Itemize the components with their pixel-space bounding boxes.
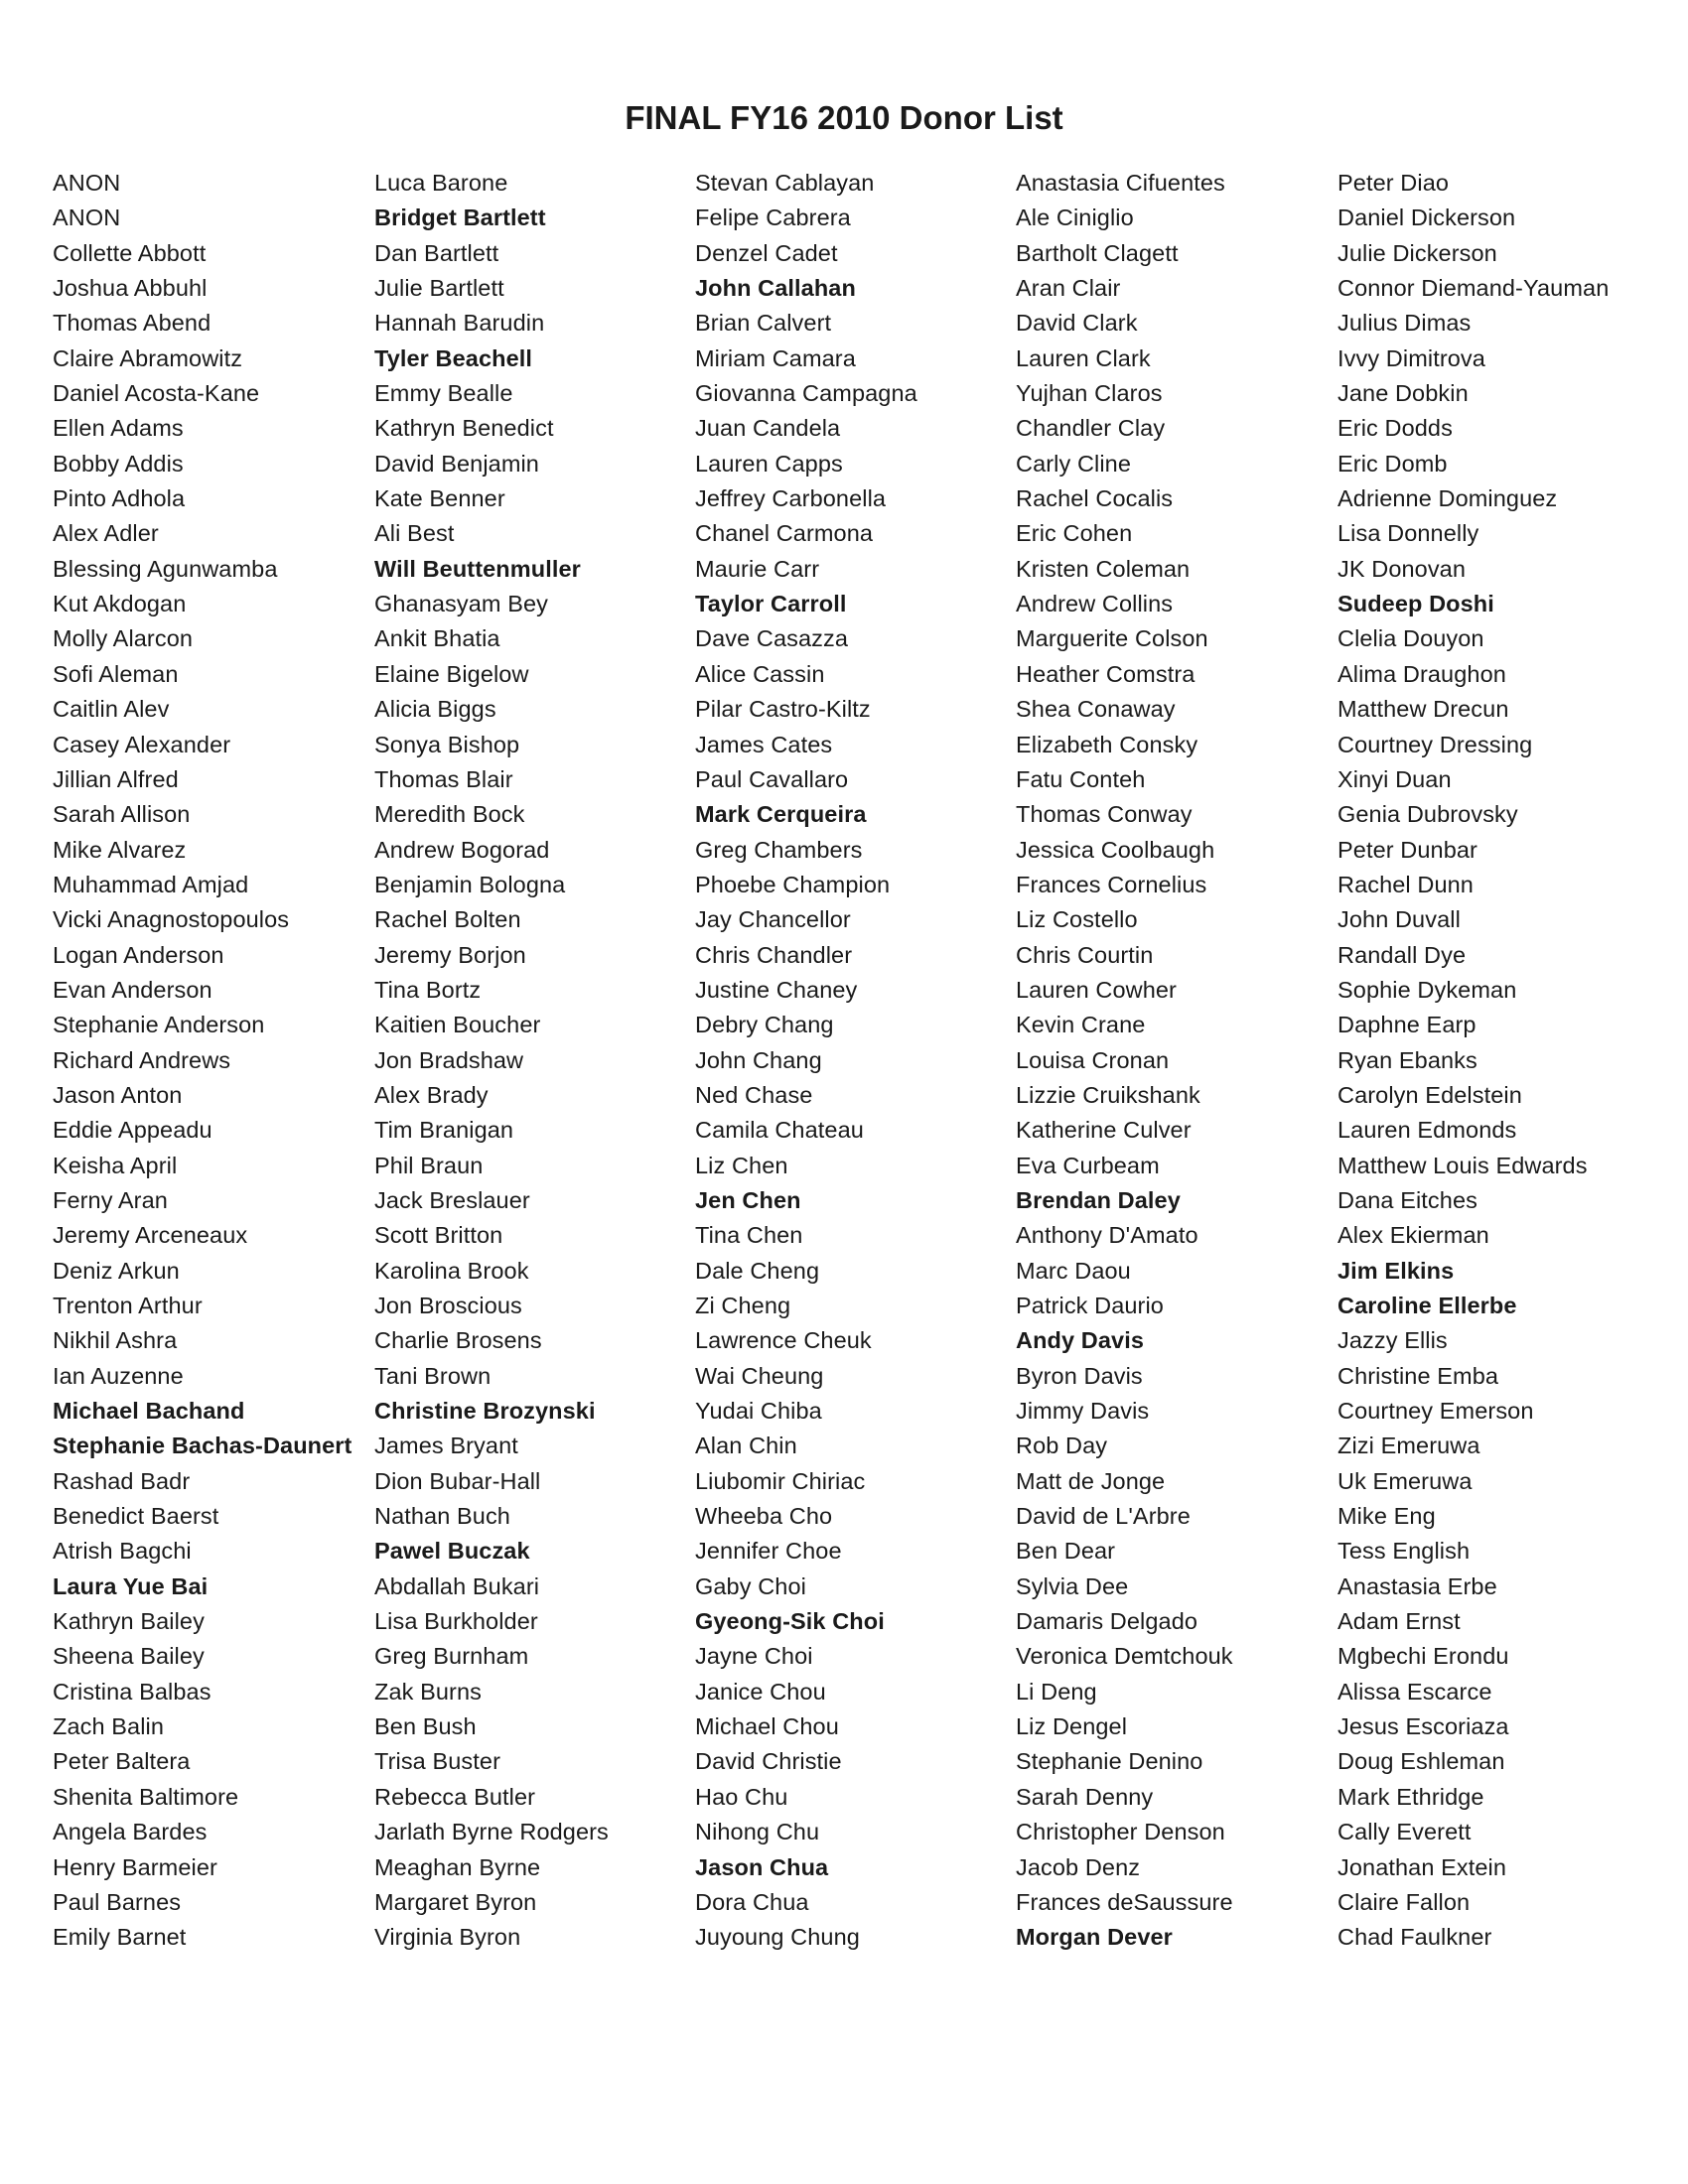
donor-name: Jen Chen (695, 1186, 801, 1213)
donor-name: Hannah Barudin (374, 310, 545, 337)
donor-name: Genia Dubrovsky (1337, 801, 1518, 828)
donor-name: Yudai Chiba (695, 1398, 822, 1425)
donor-name: Tina Bortz (374, 976, 482, 1003)
donor-name: Anastasia Erbe (1337, 1572, 1497, 1599)
donor-name: Miriam Camara (695, 344, 856, 371)
donor-name: Liz Costello (1016, 906, 1138, 933)
donor-name: Thomas Conway (1016, 801, 1193, 828)
donor-name: Benedict Baerst (53, 1503, 219, 1530)
donor-name: Chad Faulkner (1337, 1924, 1492, 1951)
donor-name: Wheeba Cho (695, 1503, 833, 1530)
donor-name: Cally Everett (1337, 1819, 1472, 1845)
donor-name: Daniel Acosta-Kane (53, 380, 260, 407)
donor-name: Jeffrey Carbonella (695, 485, 887, 512)
donor-name: Chanel Carmona (695, 520, 874, 547)
donor-name: Marguerite Colson (1016, 625, 1208, 652)
donor-name: Jon Bradshaw (374, 1046, 524, 1073)
donor-name: Trenton Arthur (53, 1293, 203, 1318)
donor-name: Rob Day (1016, 1433, 1108, 1459)
donor-name: Karolina Brook (374, 1257, 529, 1284)
donor-name: Janice Chou (695, 1678, 826, 1705)
donor-name: Paul Cavallaro (695, 765, 849, 792)
donor-name: Nikhil Ashra (53, 1327, 178, 1354)
donor-name: Fatu Conteh (1016, 765, 1146, 792)
donor-name: Bartholt Clagett (1016, 239, 1179, 266)
donor-name: Anastasia Cifuentes (1016, 170, 1225, 196)
donor-name: Ghanasyam Bey (374, 591, 549, 617)
donor-name: John Chang (695, 1046, 822, 1073)
donor-name: Ferny Aran (53, 1186, 168, 1213)
donor-name: Ian Auzenne (53, 1362, 184, 1389)
donor-name: Connor Diemand-Yauman (1337, 275, 1610, 302)
donor-name: Jacob Denz (1016, 1853, 1141, 1880)
donor-name: Sonya Bishop (374, 731, 520, 757)
donor-name: Chandler Clay (1016, 415, 1166, 442)
donor-name: Mark Ethridge (1337, 1783, 1484, 1810)
donor-name: Cristina Balbas (53, 1678, 211, 1705)
donor-name: Dion Bubar-Hall (374, 1467, 541, 1494)
donor-name: Jeremy Borjon (374, 941, 526, 968)
donor-columns (0, 166, 1688, 1973)
donor-name: Damaris Delgado (1016, 1608, 1198, 1635)
donor-name: Chris Courtin (1016, 941, 1154, 968)
donor-name: Liz Dengel (1016, 1713, 1128, 1740)
donor-name: Dan Bartlett (374, 239, 499, 266)
donor-name: Clelia Douyon (1337, 625, 1484, 652)
donor-name: Tess English (1337, 1538, 1471, 1565)
donor-name: Zi Cheng (695, 1293, 791, 1318)
donor-name: Maurie Carr (695, 555, 820, 582)
donor-name: Juan Candela (695, 415, 841, 442)
donor-name: Greg Burnham (374, 1643, 529, 1670)
donor-name: Liz Chen (695, 1152, 788, 1178)
donor-name: Matthew Drecun (1337, 696, 1509, 723)
donor-name: Scott Britton (374, 1222, 503, 1249)
donor-name: Kathryn Bailey (53, 1608, 205, 1635)
donor-name: Alex Ekierman (1337, 1222, 1489, 1249)
donor-name: Jimmy Davis (1016, 1398, 1150, 1425)
donor-name: Eric Cohen (1016, 520, 1133, 547)
donor-name: Christine Emba (1337, 1362, 1499, 1389)
donor-name: Peter Dunbar (1337, 836, 1477, 863)
donor-name: Byron Davis (1016, 1362, 1143, 1389)
donor-name: Mgbechi Erondu (1337, 1643, 1509, 1670)
donor-name: Margaret Byron (374, 1888, 537, 1915)
donor-name: Evan Anderson (53, 976, 212, 1003)
donor-name: Mike Eng (1337, 1503, 1436, 1530)
donor-name: Lauren Capps (695, 450, 843, 477)
donor-name: Molly Alarcon (53, 625, 194, 652)
donor-name: Anthony D'Amato (1016, 1222, 1198, 1249)
donor-name: Justine Chaney (695, 976, 858, 1003)
donor-name: Jillian Alfred (53, 765, 179, 792)
donor-name: Jane Dobkin (1337, 380, 1469, 407)
donor-name: Logan Anderson (53, 941, 224, 968)
donor-name: Julie Bartlett (374, 275, 504, 302)
donor-name: Sophie Dykeman (1337, 976, 1517, 1003)
donor-name: Emily Barnet (53, 1924, 187, 1951)
donor-name: Yujhan Claros (1016, 380, 1163, 407)
donor-name: Jonathan Extein (1337, 1853, 1507, 1880)
donor-name: Jim Elkins (1337, 1257, 1455, 1284)
donor-name: Kevin Crane (1016, 1012, 1146, 1038)
donor-name: Kut Akdogan (53, 591, 187, 617)
donor-name: Juyoung Chung (695, 1924, 860, 1951)
donor-name: Meredith Bock (374, 801, 525, 828)
donor-name: Sarah Allison (53, 801, 191, 828)
donor-name: JK Donovan (1337, 555, 1467, 582)
donor-name: Ryan Ebanks (1337, 1046, 1477, 1073)
donor-column-2 (374, 166, 702, 1956)
donor-name: James Cates (695, 731, 833, 757)
donor-name: Collette Abbott (53, 239, 207, 266)
donor-name: Dale Cheng (695, 1257, 820, 1284)
donor-name: Lauren Edmonds (1337, 1117, 1517, 1144)
donor-name: Claire Fallon (1337, 1888, 1471, 1915)
donor-name: Jazzy Ellis (1337, 1327, 1448, 1354)
donor-name: Tyler Beachell (374, 344, 533, 371)
donor-name: Keisha April (53, 1152, 178, 1178)
donor-name: David Christie (695, 1748, 842, 1775)
donor-name: Elizabeth Consky (1016, 731, 1198, 757)
donor-name: Sudeep Doshi (1337, 591, 1494, 617)
donor-name: Doug Eshleman (1337, 1748, 1505, 1775)
donor-name: Kate Benner (374, 485, 505, 512)
donor-name: Ali Best (374, 520, 455, 547)
donor-name: Adrienne Dominguez (1337, 485, 1558, 512)
donor-column-5 (1337, 166, 1665, 1956)
donor-name: Alima Draughon (1337, 660, 1506, 687)
page-title: FINAL FY16 2010 Donor List (625, 99, 1063, 136)
donor-name: Claire Abramowitz (53, 344, 243, 371)
donor-name: Richard Andrews (53, 1046, 231, 1073)
donor-name: Wai Cheung (695, 1362, 824, 1389)
donor-name: Daniel Dickerson (1337, 205, 1516, 231)
donor-name: Jason Anton (53, 1081, 183, 1108)
donor-name: Laura Yue Bai (53, 1572, 209, 1599)
donor-name: Trisa Buster (374, 1748, 500, 1775)
donor-name: Gyeong-Sik Choi (695, 1608, 885, 1635)
donor-name: Pinto Adhola (53, 485, 186, 512)
donor-name: Andy Davis (1016, 1327, 1144, 1354)
donor-name: Courtney Dressing (1337, 731, 1533, 757)
donor-name: Tani Brown (374, 1362, 492, 1389)
donor-name: Alex Adler (53, 520, 159, 547)
donor-name: Veronica Demtchouk (1016, 1643, 1233, 1670)
donor-name: Will Beuttenmuller (374, 555, 581, 582)
donor-name: Nathan Buch (374, 1503, 510, 1530)
donor-name: Dora Chua (695, 1888, 809, 1915)
donor-name: Tim Branigan (374, 1117, 514, 1144)
donor-name: Carolyn Edelstein (1337, 1081, 1522, 1108)
donor-name: Morgan Dever (1016, 1924, 1173, 1951)
donor-name: Randall Dye (1337, 941, 1467, 968)
donor-name: James Bryant (374, 1433, 518, 1459)
donor-name: Eric Domb (1337, 450, 1448, 477)
donor-name: Jon Broscious (374, 1293, 522, 1318)
donor-name: Rachel Dunn (1337, 871, 1474, 897)
donor-name: Nihong Chu (695, 1819, 820, 1845)
donor-name: Sheena Bailey (53, 1643, 205, 1670)
donor-name: Eddie Appeadu (53, 1117, 212, 1144)
donor-name: Xinyi Duan (1337, 765, 1452, 792)
donor-name: Luca Barone (374, 170, 508, 196)
donor-name: Zizi Emeruwa (1337, 1433, 1480, 1459)
donor-name: Christopher Denson (1016, 1819, 1225, 1845)
donor-name: Phil Braun (374, 1152, 484, 1178)
donor-name: Alan Chin (695, 1433, 797, 1459)
donor-name: Thomas Blair (374, 765, 513, 792)
donor-name: Eric Dodds (1337, 415, 1453, 442)
donor-name: Joshua Abbuhl (53, 275, 208, 302)
donor-name: David Clark (1016, 310, 1138, 337)
donor-name: Shenita Baltimore (53, 1783, 239, 1810)
donor-name: Stephanie Anderson (53, 1012, 265, 1038)
donor-name: Ankit Bhatia (374, 625, 500, 652)
donor-name: Lauren Clark (1016, 344, 1151, 371)
donor-name: Zak Burns (374, 1678, 482, 1705)
donor-name: Lizzie Cruikshank (1016, 1081, 1200, 1108)
donor-name: Ellen Adams (53, 415, 184, 442)
donor-name: Jeremy Arceneaux (53, 1222, 248, 1249)
donor-name: Jarlath Byrne Rodgers (374, 1819, 609, 1845)
donor-name: Lauren Cowher (1016, 976, 1177, 1003)
donor-name: Ivvy Dimitrova (1337, 344, 1485, 371)
donor-name: Alissa Escarce (1337, 1678, 1492, 1705)
donor-name: Giovanna Campagna (695, 380, 917, 407)
donor-name: Felipe Cabrera (695, 205, 851, 231)
donor-name: Vicki Anagnostopoulos (53, 906, 290, 933)
donor-name: Lisa Donnelly (1337, 520, 1479, 547)
donor-name: Atrish Bagchi (53, 1538, 192, 1565)
donor-column-1 (53, 166, 380, 1956)
donor-name: Denzel Cadet (695, 239, 838, 266)
donor-name: Frances Cornelius (1016, 871, 1207, 897)
donor-name: David de L'Arbre (1016, 1503, 1191, 1530)
donor-name: Chris Chandler (695, 941, 853, 968)
donor-name: Andrew Bogorad (374, 836, 550, 863)
donor-name: Rashad Badr (53, 1467, 191, 1494)
donor-name: Greg Chambers (695, 836, 863, 863)
donor-name: Bobby Addis (53, 450, 184, 477)
donor-name: Phoebe Champion (695, 871, 891, 897)
donor-name: Elaine Bigelow (374, 660, 529, 687)
donor-name: Lisa Burkholder (374, 1608, 538, 1635)
donor-name: Michael Bachand (53, 1398, 245, 1425)
donor-name: Brendan Daley (1016, 1186, 1181, 1213)
donor-name: Virginia Byron (374, 1924, 521, 1951)
donor-name: Liubomir Chiriac (695, 1467, 866, 1494)
donor-name: Marc Daou (1016, 1257, 1131, 1284)
donor-name: Peter Baltera (53, 1748, 191, 1775)
donor-name: Jack Breslauer (374, 1186, 530, 1213)
donor-name: Matt de Jonge (1016, 1467, 1166, 1494)
donor-name: John Callahan (695, 275, 856, 302)
donor-name: Benjamin Bologna (374, 871, 566, 897)
donor-name: Ben Bush (374, 1713, 477, 1740)
donor-name: Casey Alexander (53, 731, 231, 757)
donor-name: Eva Curbeam (1016, 1152, 1160, 1178)
donor-name: Jessica Coolbaugh (1016, 836, 1215, 863)
donor-name: Jennifer Choe (695, 1538, 842, 1565)
donor-name: Sarah Denny (1016, 1783, 1154, 1810)
donor-name: Courtney Emerson (1337, 1398, 1534, 1425)
donor-name: Lawrence Cheuk (695, 1327, 872, 1354)
donor-name: Michael Chou (695, 1713, 839, 1740)
donor-name: Pawel Buczak (374, 1538, 530, 1565)
donor-name: Peter Diao (1337, 170, 1450, 196)
donor-name: Alice Cassin (695, 660, 825, 687)
donor-name: Kristen Coleman (1016, 555, 1191, 582)
donor-name: Jay Chancellor (695, 906, 851, 933)
donor-name: Jayne Choi (695, 1643, 813, 1670)
donor-name: Mike Alvarez (53, 836, 187, 863)
donor-name: Sofi Aleman (53, 660, 179, 687)
donor-name: Ale Ciniglio (1016, 205, 1134, 231)
donor-name: Zach Balin (53, 1713, 165, 1740)
donor-name: Meaghan Byrne (374, 1853, 541, 1880)
donor-name: Thomas Abend (53, 310, 211, 337)
donor-name: Bridget Bartlett (374, 205, 546, 231)
donor-name: Sylvia Dee (1016, 1572, 1129, 1599)
donor-name: Caroline Ellerbe (1337, 1293, 1517, 1318)
donor-name: Christine Brozynski (374, 1398, 596, 1425)
donor-name: Paul Barnes (53, 1888, 182, 1915)
donor-column-3 (695, 166, 1023, 1956)
donor-name: Kaitien Boucher (374, 1012, 541, 1038)
donor-name: ANON (53, 170, 121, 196)
donor-name: Henry Barmeier (53, 1853, 217, 1880)
donor-name: Camila Chateau (695, 1117, 864, 1144)
donor-name: Kathryn Benedict (374, 415, 554, 442)
donor-name: Pilar Castro-Kiltz (695, 696, 871, 723)
donor-name: Dana Eitches (1337, 1186, 1477, 1213)
donor-name: Tina Chen (695, 1222, 803, 1249)
donor-name: Li Deng (1016, 1678, 1097, 1705)
donor-name: John Duvall (1337, 906, 1461, 933)
donor-name: Julie Dickerson (1337, 239, 1497, 266)
donor-name: Ned Chase (695, 1081, 813, 1108)
donor-name: Julius Dimas (1337, 310, 1472, 337)
donor-name: Abdallah Bukari (374, 1572, 540, 1599)
donor-name: Stevan Cablayan (695, 170, 875, 196)
donor-name: Angela Bardes (53, 1819, 208, 1845)
donor-name: Stephanie Bachas-Daunert (53, 1433, 352, 1459)
donor-name: Rachel Cocalis (1016, 485, 1174, 512)
donor-name: Jesus Escoriaza (1337, 1713, 1509, 1740)
donor-name: Ben Dear (1016, 1538, 1116, 1565)
donor-name: Deniz Arkun (53, 1257, 180, 1284)
donor-name: Alex Brady (374, 1081, 489, 1108)
donor-name: Caitlin Alev (53, 696, 170, 723)
donor-name: Aran Clair (1016, 275, 1121, 302)
donor-name: Rachel Bolten (374, 906, 521, 933)
donor-name: Uk Emeruwa (1337, 1467, 1473, 1494)
donor-name: Heather Comstra (1016, 660, 1196, 687)
donor-name: Daphne Earp (1337, 1012, 1477, 1038)
donor-name: Charlie Brosens (374, 1327, 542, 1354)
donor-name: Frances deSaussure (1016, 1888, 1233, 1915)
donor-column-4 (1016, 166, 1343, 1956)
donor-name: Hao Chu (695, 1783, 788, 1810)
donor-name: Patrick Daurio (1016, 1293, 1164, 1318)
donor-name: David Benjamin (374, 450, 539, 477)
donor-name: Mark Cerqueira (695, 801, 867, 828)
donor-name: Gaby Choi (695, 1572, 806, 1599)
donor-name: ANON (53, 205, 121, 231)
donor-name: Taylor Carroll (695, 591, 847, 617)
donor-name: Andrew Collins (1016, 591, 1174, 617)
donor-name: Carly Cline (1016, 450, 1132, 477)
donor-name: Katherine Culver (1016, 1117, 1192, 1144)
donor-name: Muhammad Amjad (53, 871, 249, 897)
donor-name: Adam Ernst (1337, 1608, 1461, 1635)
donor-name: Blessing Agunwamba (53, 555, 278, 582)
donor-name: Dave Casazza (695, 625, 849, 652)
donor-name: Alicia Biggs (374, 696, 496, 723)
donor-name: Matthew Louis Edwards (1337, 1152, 1588, 1178)
donor-name: Debry Chang (695, 1012, 834, 1038)
donor-name: Louisa Cronan (1016, 1046, 1170, 1073)
donor-name: Brian Calvert (695, 310, 832, 337)
donor-name: Stephanie Denino (1016, 1748, 1203, 1775)
donor-name: Rebecca Butler (374, 1783, 536, 1810)
donor-name: Emmy Bealle (374, 380, 513, 407)
donor-name: Shea Conaway (1016, 696, 1176, 723)
donor-name: Jason Chua (695, 1853, 829, 1880)
